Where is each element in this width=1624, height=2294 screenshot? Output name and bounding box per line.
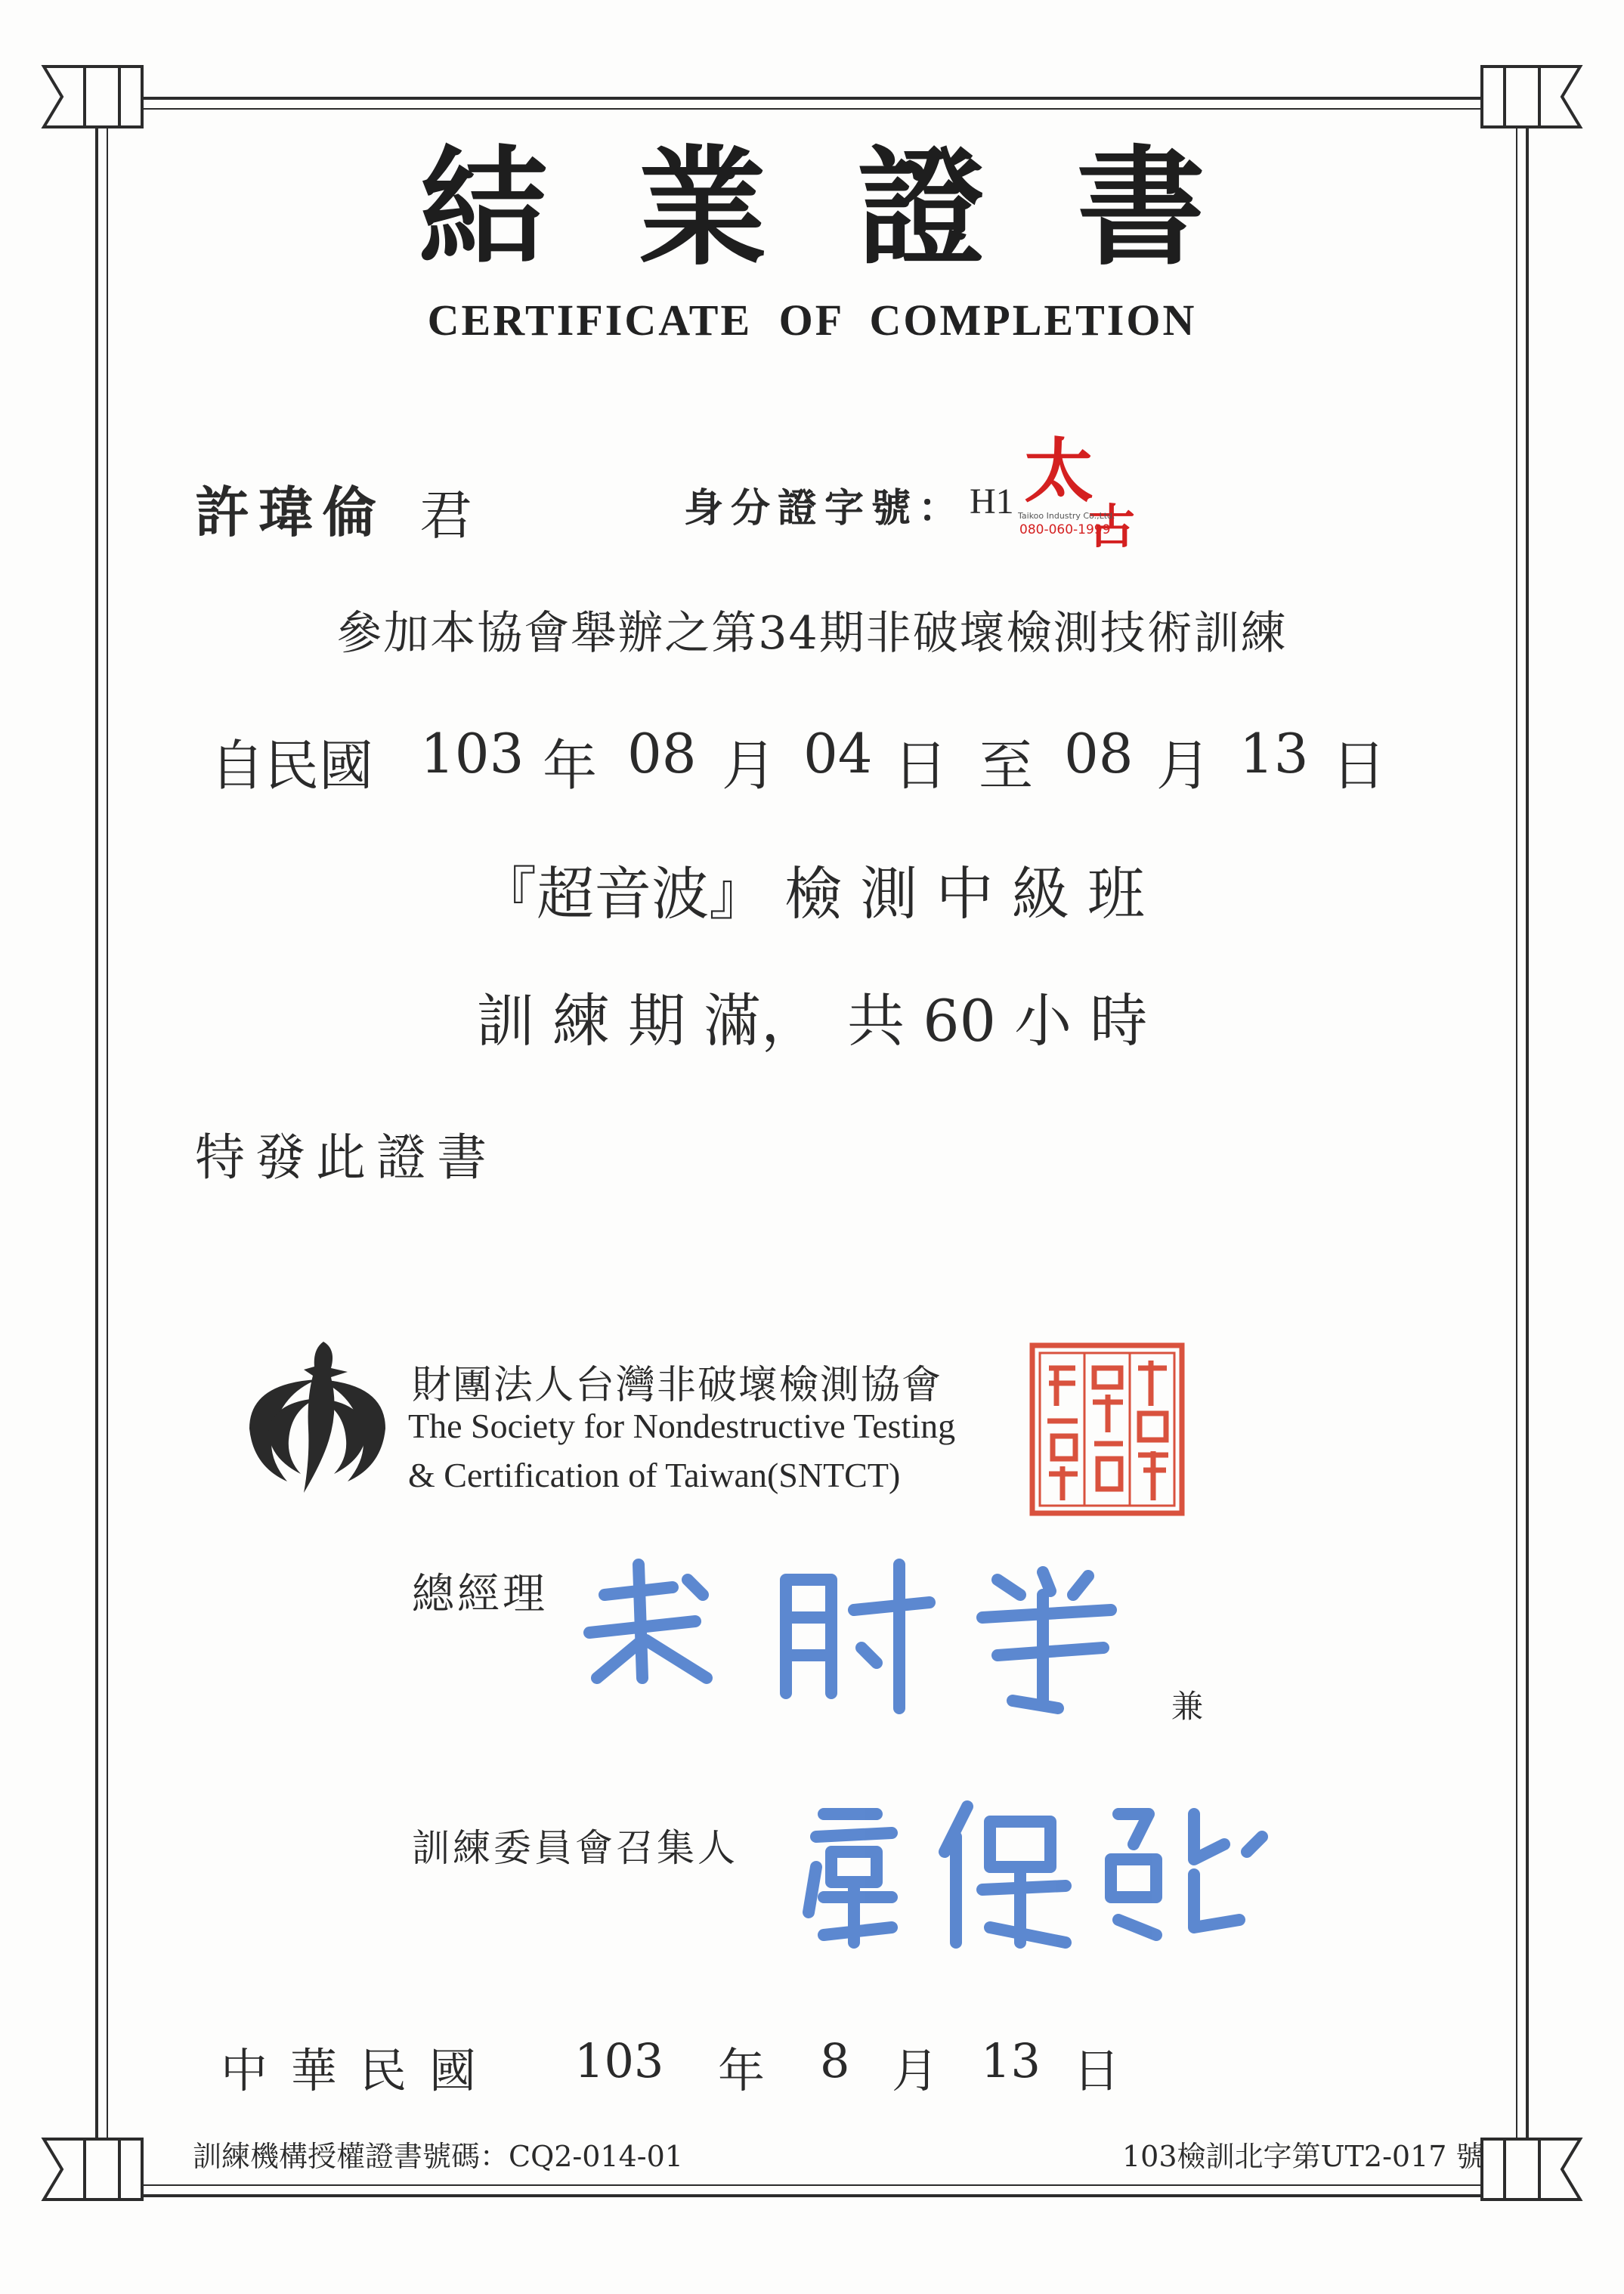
period-start-year: 103 (420, 722, 524, 785)
official-seal-stamp (1026, 1338, 1189, 1519)
certificate-title-english: CERTIFICATE OF COMPLETION (427, 296, 1197, 345)
date-year-unit: 年 (718, 2043, 766, 2098)
id-number-value: H1 (970, 481, 1014, 522)
organization-name-english-line2: & Certification of Taiwan(SNTCT) (408, 1456, 901, 1494)
company-redaction-stamp (1016, 423, 1152, 552)
general-manager-signature-stamp (559, 1549, 1179, 1723)
svg-text:太: 太 (1024, 430, 1094, 512)
date-year: 103 (574, 2033, 664, 2088)
corner-ribbon-top-left (44, 67, 142, 127)
concurrent-role-note: 兼 (1171, 1688, 1204, 1725)
sntct-logo-icon (234, 1338, 401, 1504)
period-prefix: 自民國 (210, 734, 374, 797)
period-start-day: 04 (803, 722, 873, 785)
recipient-honorific: 君 (419, 484, 472, 546)
period-end-month: 08 (1064, 722, 1134, 785)
svg-text:古: 古 (1088, 499, 1136, 552)
date-era: 中華民國 (221, 2043, 500, 2098)
period-year-unit: 年 (543, 734, 598, 797)
period-end-day: 13 (1239, 722, 1309, 785)
corner-ribbon-bottom-left (44, 2139, 142, 2200)
convener-signature-stamp (793, 1784, 1277, 1958)
certificate-number: 103檢訓北字第UT2-017 號 (1122, 2140, 1485, 2173)
id-number-label: 身分證字號： (684, 485, 966, 531)
training-institution-authorization-number: 訓練機構授權證書號碼：CQ2-014-01 (193, 2140, 683, 2173)
organization-name-english-line1: The Society for Nondestructive Testing (408, 1407, 956, 1445)
svg-text:Taikoo Industry Co.,Ltd.: Taikoo Industry Co.,Ltd. (1018, 511, 1115, 521)
course-name: 『超音波』 檢 測 中 級 班 (479, 860, 1145, 927)
period-end-month-unit: 月 (1156, 734, 1211, 797)
period-start-month: 08 (627, 722, 697, 785)
period-month-unit: 月 (722, 734, 777, 797)
period-to: 至 (979, 734, 1034, 797)
issue-statement: 特發此證書 (195, 1128, 497, 1187)
training-description: 參加本協會舉辦之第34期非破壞檢測技術訓練 (336, 607, 1288, 660)
date-day: 13 (981, 2033, 1041, 2088)
recipient-name: 許瑋倫 (195, 480, 386, 544)
general-manager-label: 總經理 (412, 1570, 548, 1619)
organization-name-chinese: 財團法人台灣非破壞檢測協會 (412, 1363, 943, 1408)
training-hours: 訓 練 期 滿， 共 60 小 時 (476, 987, 1148, 1054)
svg-text:080-060-1999: 080-060-1999 (1019, 522, 1111, 537)
date-month-unit: 月 (892, 2043, 939, 2098)
corner-ribbon-top-right (1482, 67, 1580, 127)
date-day-unit: 日 (1073, 2043, 1121, 2098)
certificate-title-chinese: 結業證書 (419, 132, 1296, 283)
date-month: 8 (820, 2033, 850, 2088)
training-committee-convener-label: 訓練委員會召集人 (412, 1826, 738, 1870)
period-day-unit: 日 (893, 734, 948, 797)
period-end-day-unit: 日 (1332, 734, 1387, 797)
corner-ribbon-bottom-right (1482, 2139, 1580, 2200)
